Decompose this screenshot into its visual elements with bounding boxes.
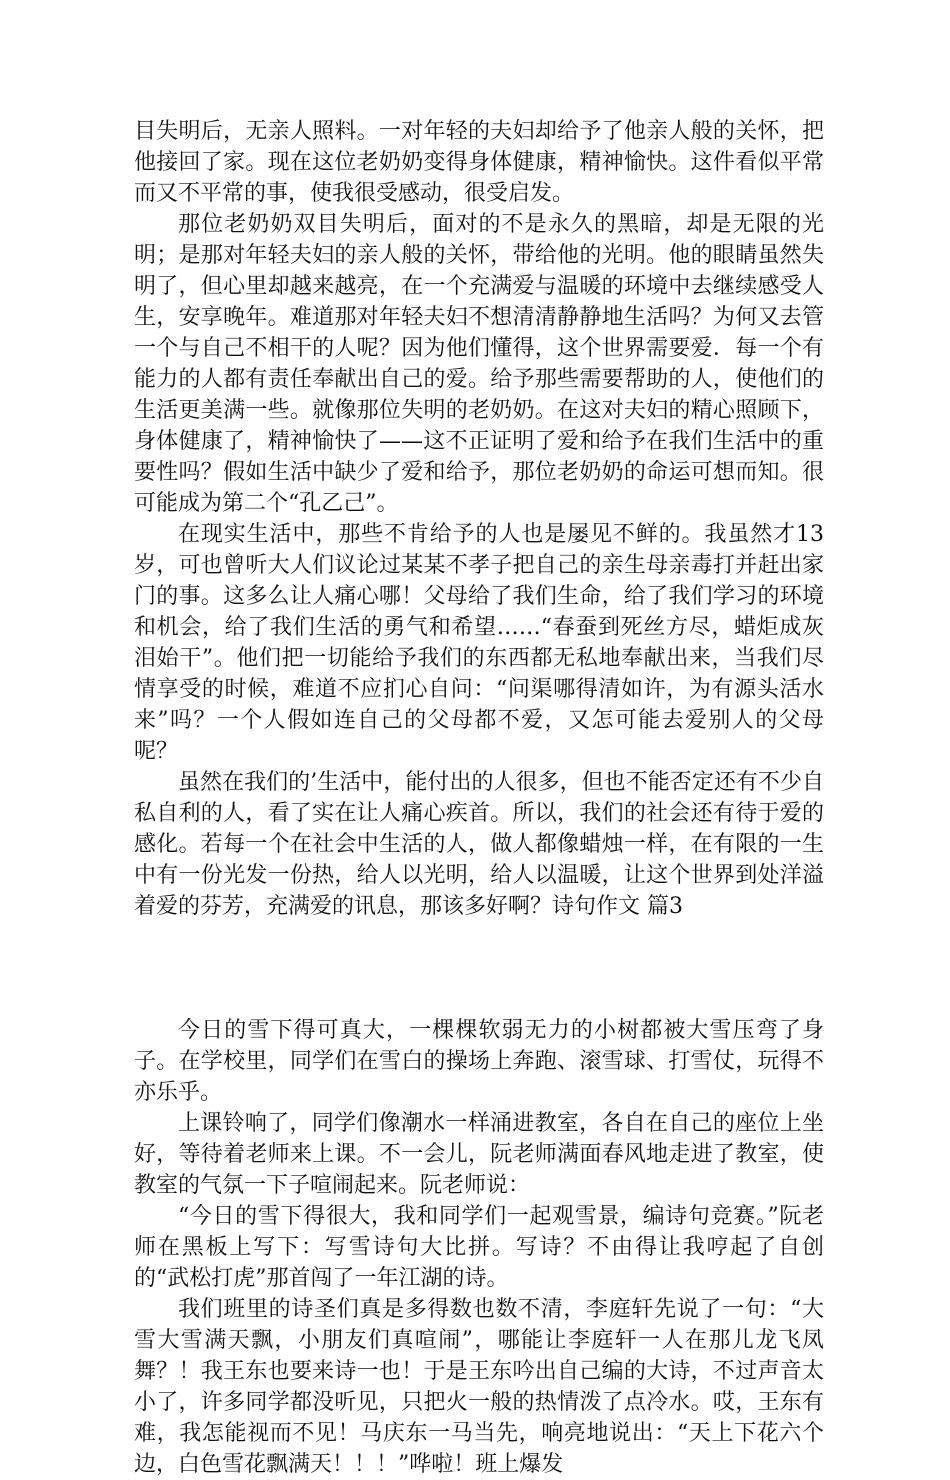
paragraph: 虽然在我们的’生活中，能付出的人很多，但也不能否定还有不少自私自利的人，看了实在让人痛心疾首。所以，我们的社会还有待于爱的感化。若每一个在社会中生活的人，做人都像蜡烛一样，在有限的一生中有一份光发一份热，给人以光明，给人以温暖，让这个世界到处洋溢着爱的芬芳，充满爱的讯息，那该多好啊？诗句作文 篇3: [134, 770, 824, 919]
paragraph: “今日的雪下得很大，我和同学们一起观雪景，编诗句竞赛。”阮老师在黑板上写下：写雪诗句大比拼。写诗？不由得让我哼起了自创的“武松打虎”那首闯了一年江湖的诗。: [134, 1204, 824, 1291]
document-body: [134, 116, 824, 1480]
paragraph: 我们班里的诗圣们真是多得数也数不清，李庭轩先说了一句：“大雪大雪满天飘，小朋友们真喧闹”，哪能让李庭轩一人在那儿龙飞凤舞？！我王东也要来诗一也！于是王东吟出自己编的大诗，不过声音太小了，许多同学都没听见，只把火一般的热情泼了点冷水。哎，王东有难，我怎能视而不见！马庆东一马当先，响亮地说出：“天上下花六个边，白色雪花飘满天！！！”哗啦！班上爆发: [134, 1297, 824, 1477]
paragraph: 在现实生活中，那些不肯给予的人也是屡见不鲜的。我虽然才13岁，可也曾听大人们议论过某某不孝子把自己的亲生母亲毒打并赶出家门的事。这多么让人痛心哪！父母给了我们生命，给了我们学习的环境和机会，给了我们生活的勇气和希望……“春蚕到死丝方尽，蜡炬成灰泪始干”。他们把一切能给予我们的东西都无私地奉献出来，当我们尽情享受的时候，难道不应扪心自问：“问渠哪得清如许，为有源头活水来”吗？一个人假如连自己的父母都不爱，又怎可能去爱别人的父母呢？: [134, 522, 824, 764]
paragraph-continued: 目失明后，无亲人照料。一对年轻的夫妇却给予了他亲人般的关怀，把他接回了家。现在这位老奶奶变得身体健康，精神愉快。这件看似平常而又不平常的事，使我很受感动，很受启发。: [134, 119, 824, 206]
paragraph: 今日的雪下得可真大，一棵棵软弱无力的小树都被大雪压弯了身子。在学校里，同学们在雪白的操场上奔跑、滚雪球、打雪仗，玩得不亦乐乎。: [134, 1018, 824, 1105]
paragraph: 上课铃响了，同学们像潮水一样涌进教室，各自在自己的座位上坐好，等待着老师来上课。不一会儿，阮老师满面春风地走进了教室，使教室的气氛一下子喧闹起来。阮老师说：: [134, 1111, 824, 1198]
section-gap: [134, 922, 824, 1015]
paragraph: 那位老奶奶双目失明后，面对的不是永久的黑暗，却是无限的光明；是那对年轻夫妇的亲人般的关怀，带给他的光明。他的眼睛虽然失明了，但心里却越来越亮，在一个充满爱与温暖的环境中去继续感受人生，安享晚年。难道那对年轻夫妇不想清清静静地生活吗？为何又去管一个与自己不相干的人呢？因为他们懂得，这个世界需要爱．每一个有能力的人都有责任奉献出自己的爱。给予那些需要帮助的人，使他们的生活更美满一些。就像那位失明的老奶奶。在这对夫妇的精心照顾下，身体健康了，精神愉快了——这不正证明了爱和给予在我们生活中的重要性吗？假如生活中缺少了爱和给予，那位老奶奶的命运可想而知。很可能成为第二个“孔乙己”。: [134, 212, 824, 516]
